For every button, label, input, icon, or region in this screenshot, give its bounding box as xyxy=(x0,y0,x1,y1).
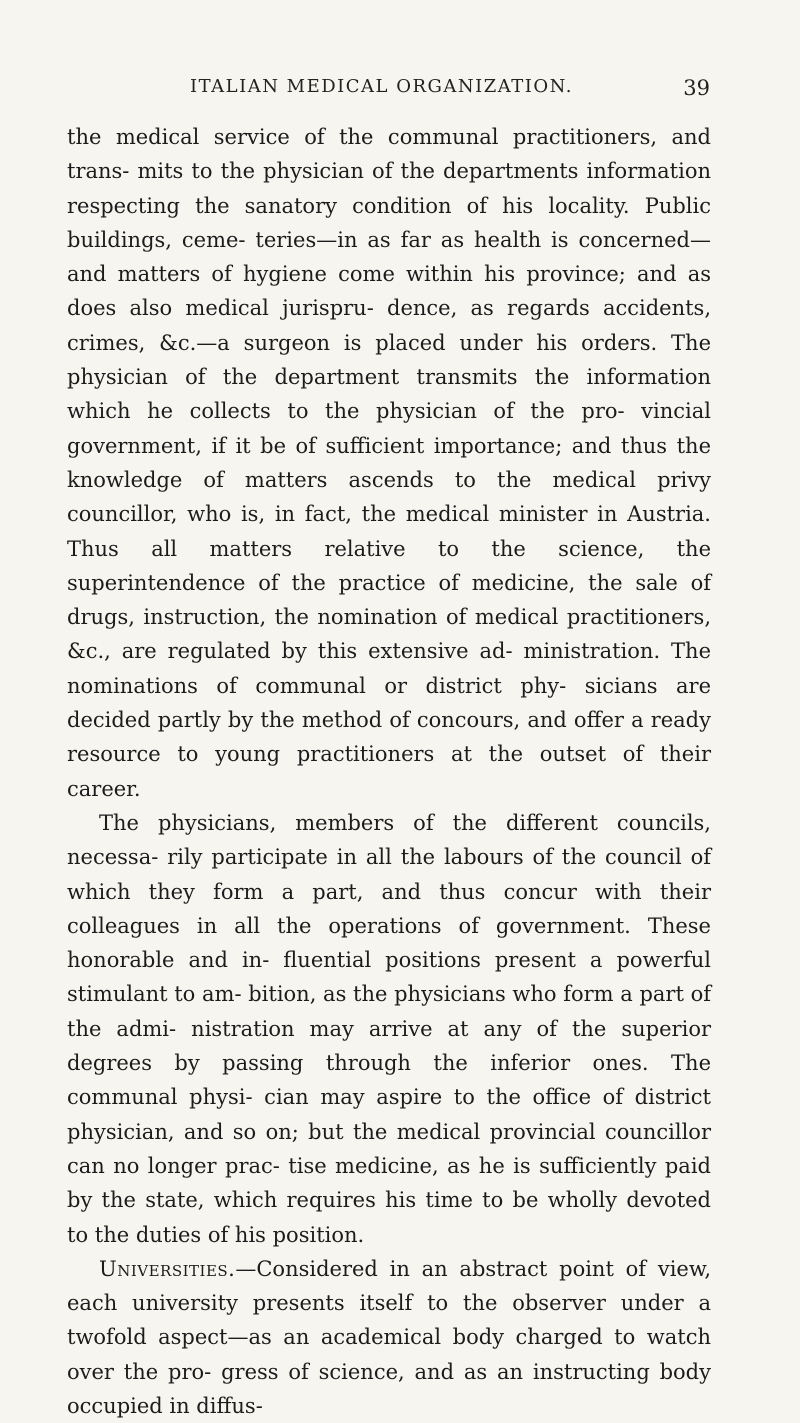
paragraph-universities xyxy=(67,1252,711,1423)
section-heading-universities: Universities. xyxy=(99,1256,236,1281)
paragraph-2: The physicians, members of the different councils, necessa- rily participate in all the labours of the council of which they form a part, and thus concur with their colleagues in all the operations of government. These honorable and in- fluential positions present a powerful stimulant to am- bition, as the physicians who form a part of the admi- nistration may arrive at any of the superior degrees by passing through the inferior ones. The communal physi- cian may aspire to the office of district physician, and so on; but the medical provincial councillor can no longer prac- tise medicine, as he is sufficiently paid by the state, which requires his time to be wholly devoted to the duties of his position. xyxy=(67,810,711,1247)
page-number: 39 xyxy=(683,76,710,100)
running-title: ITALIAN MEDICAL ORGANIZATION. xyxy=(190,76,573,97)
body-text xyxy=(67,120,711,1423)
paragraph-1: the medical service of the communal practitioners, and trans- mits to the physician of the departments information respecting the sanatory condition of his locality. Public buildings, ceme- teries—in as far as health is concerned—and matters of hygiene come within his province; and as does also medical jurispru- dence, as regards accidents, crimes, &c.—a surgeon is placed under his orders. The physician of the department transmits the information which he collects to the physician of the pro- vincial government, if it be of sufficient importance; and thus the knowledge of matters ascends to the medical privy councillor, who is, in fact, the medical minister in Austria. Thus all matters relative to the science, the superintendence of the practice of medicine, the sale of drugs, instruction, the nomination of medical practitioners, &c., are regulated by this extensive ad- ministration. The nominations of communal or district phy- sicians are decided partly by the method of concours, and offer a ready resource to young practitioners at the outset of their career. xyxy=(67,125,711,801)
section-text-universities: —Considered in an abstract point of view, each university presents itself to the observer under a twofold aspect—as an academical body charged to watch over the pro- gress of science, and as an instructing body occupied in diffus- xyxy=(67,1256,711,1418)
